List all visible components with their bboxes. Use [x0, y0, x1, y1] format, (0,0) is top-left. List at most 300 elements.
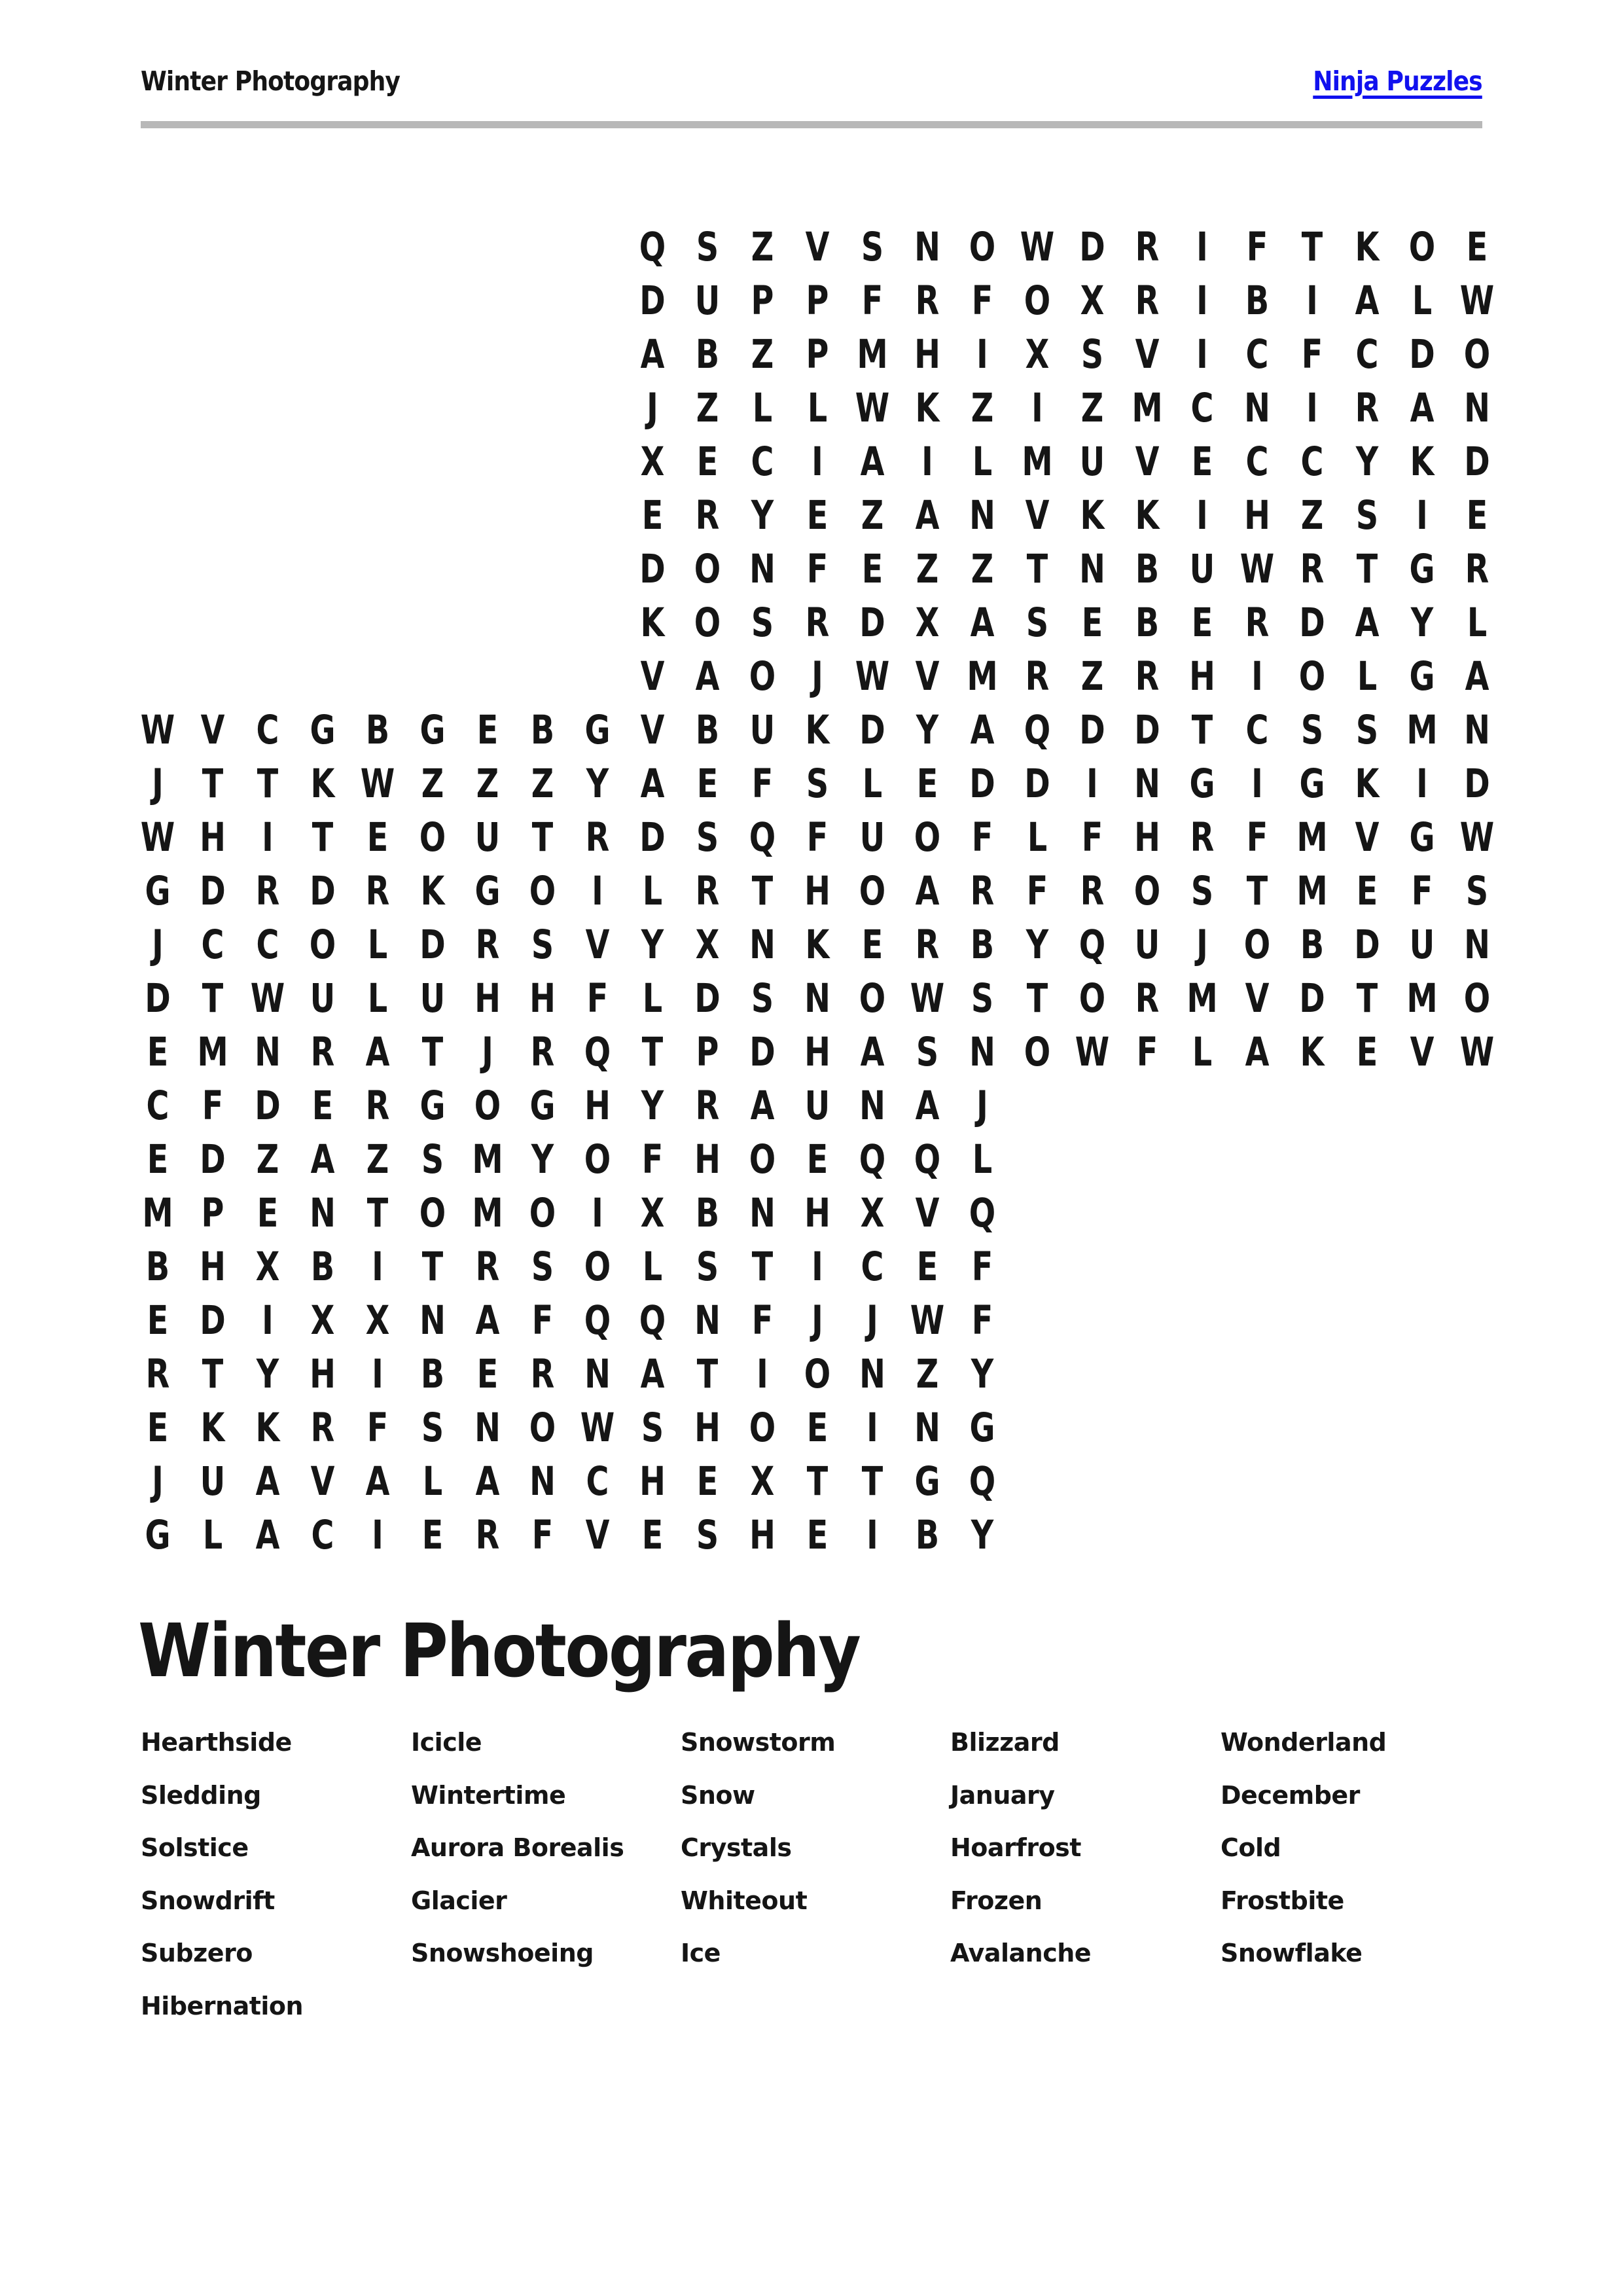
grid-cell: T	[1026, 975, 1048, 1022]
grid-cell: R	[915, 277, 940, 324]
grid-cell: A	[365, 1458, 390, 1505]
grid-cell: S	[696, 223, 719, 270]
grid-cell: V	[915, 1189, 940, 1236]
grid-cell: S	[1465, 867, 1489, 914]
grid-cell: X	[365, 1297, 390, 1344]
grid-cell: D	[1134, 706, 1160, 753]
grid-cell: A	[1355, 277, 1380, 324]
grid-cell-empty	[356, 542, 399, 596]
grid-cell-empty	[301, 488, 344, 542]
grid-cell: O	[694, 545, 721, 592]
grid-cell: T	[1356, 545, 1378, 592]
word-list-item: Hoarfrost	[950, 1833, 1081, 1863]
grid-cell-empty	[1291, 1132, 1334, 1186]
grid-cell: K	[1355, 760, 1380, 807]
grid-cell: T	[202, 760, 224, 807]
grid-cell: X	[695, 921, 720, 968]
grid-cell: L	[367, 921, 388, 968]
grid-cell: D	[200, 1136, 226, 1183]
grid-cell: C	[1245, 438, 1269, 485]
grid-cell: G	[145, 867, 171, 914]
grid-cell: A	[750, 1082, 775, 1129]
grid-cell: Y	[916, 706, 939, 753]
grid-cell: O	[859, 975, 886, 1022]
grid-cell: I	[1251, 760, 1263, 807]
grid-cell: D	[639, 814, 666, 861]
ninja-puzzles-link[interactable]: Ninja Puzzles	[1313, 65, 1482, 97]
grid-cell: H	[804, 1028, 830, 1075]
grid-cell-empty	[1236, 1347, 1279, 1401]
grid-cell: L	[1192, 1028, 1213, 1075]
grid-cell: D	[859, 706, 885, 753]
grid-cell-empty	[466, 596, 509, 649]
grid-cell-empty	[1126, 1079, 1169, 1132]
grid-cell-empty	[1291, 1079, 1334, 1132]
grid-cell-empty	[246, 327, 289, 381]
grid-cell: I	[262, 1297, 274, 1344]
grid-cell: R	[255, 867, 280, 914]
grid-cell: T	[312, 814, 334, 861]
grid-cell-empty	[1346, 1508, 1389, 1562]
grid-cell: T	[696, 1350, 719, 1397]
grid-cell-empty	[1455, 1454, 1499, 1508]
grid-cell: V	[1355, 814, 1380, 861]
grid-cell: Z	[421, 760, 444, 807]
grid-cell: I	[1306, 384, 1318, 431]
word-list-item: Aurora Borealis	[411, 1833, 624, 1863]
grid-cell: T	[531, 814, 554, 861]
grid-cell: E	[806, 1511, 829, 1558]
grid-cell-empty	[576, 542, 619, 596]
grid-cell: V	[640, 706, 665, 753]
grid-cell: O	[859, 867, 886, 914]
page-header-title: Winter Photography	[141, 65, 401, 97]
grid-cell-empty	[1126, 1508, 1169, 1562]
grid-cell-empty	[466, 327, 509, 381]
grid-cell: V	[585, 921, 610, 968]
grid-cell: E	[312, 1082, 334, 1129]
grid-cell: K	[1300, 1028, 1325, 1075]
grid-cell: O	[694, 599, 721, 646]
grid-cell: W	[1075, 1028, 1110, 1075]
grid-cell-empty	[1291, 1454, 1334, 1508]
grid-cell: I	[1086, 760, 1098, 807]
grid-cell: A	[475, 1297, 500, 1344]
grid-cell: L	[422, 1458, 443, 1505]
grid-cell: J	[647, 384, 658, 431]
grid-cell-empty	[576, 274, 619, 327]
grid-cell: F	[1301, 331, 1323, 378]
grid-cell: U	[1189, 545, 1215, 592]
grid-cell-empty	[1181, 1186, 1224, 1240]
grid-cell-empty	[1455, 1401, 1499, 1454]
grid-cell: A	[640, 1350, 665, 1397]
grid-cell: T	[806, 1458, 829, 1505]
grid-cell: Q	[1079, 921, 1106, 968]
grid-cell-empty	[1346, 1132, 1389, 1186]
grid-cell: K	[1135, 492, 1160, 539]
grid-cell: K	[255, 1404, 280, 1451]
grid-cell: W	[910, 975, 945, 1022]
grid-cell: S	[751, 975, 774, 1022]
grid-cell: E	[476, 1350, 499, 1397]
grid-cell-empty	[1071, 1401, 1114, 1454]
grid-cell-empty	[191, 435, 234, 488]
grid-cell-empty	[356, 274, 399, 327]
grid-cell-empty	[1346, 1240, 1389, 1293]
grid-cell-empty	[1236, 1293, 1279, 1347]
word-list-item: Frozen	[950, 1886, 1043, 1915]
grid-cell: B	[970, 921, 995, 968]
grid-cell: E	[806, 492, 829, 539]
grid-cell-empty	[576, 381, 619, 435]
grid-cell-empty	[1455, 1508, 1499, 1562]
grid-cell-empty	[301, 435, 344, 488]
grid-cell: M	[472, 1136, 503, 1183]
grid-cell: F	[1411, 867, 1433, 914]
grid-cell-empty	[1455, 1293, 1499, 1347]
grid-cell-empty	[356, 381, 399, 435]
grid-cell: J	[152, 921, 164, 968]
grid-cell: R	[915, 921, 940, 968]
grid-cell: D	[969, 760, 995, 807]
grid-cell: L	[642, 1243, 663, 1290]
grid-cell-empty	[1400, 1454, 1444, 1508]
grid-cell: T	[257, 760, 279, 807]
grid-cell: I	[812, 438, 823, 485]
grid-cell: E	[696, 760, 719, 807]
grid-cell-empty	[576, 596, 619, 649]
grid-cell-empty	[1236, 1454, 1279, 1508]
word-search-grid	[130, 220, 1505, 1562]
grid-cell: F	[1246, 814, 1268, 861]
grid-cell-empty	[1291, 1186, 1334, 1240]
grid-cell: C	[201, 921, 224, 968]
grid-cell: G	[1299, 760, 1325, 807]
grid-cell: W	[1459, 277, 1495, 324]
grid-cell: C	[1300, 438, 1324, 485]
grid-cell: I	[592, 867, 603, 914]
grid-cell: K	[640, 599, 665, 646]
grid-cell: I	[372, 1243, 383, 1290]
grid-cell-empty	[1071, 1132, 1114, 1186]
grid-cell-empty	[411, 435, 454, 488]
grid-cell: I	[592, 1189, 603, 1236]
grid-cell: G	[474, 867, 501, 914]
grid-cell-empty	[191, 381, 234, 435]
grid-cell-empty	[411, 220, 454, 274]
grid-cell: G	[419, 1082, 446, 1129]
grid-cell: K	[805, 921, 830, 968]
grid-cell: E	[1466, 492, 1488, 539]
grid-cell: F	[861, 277, 883, 324]
grid-cell: L	[972, 1136, 993, 1183]
grid-cell-empty	[136, 220, 179, 274]
grid-cell-empty	[356, 327, 399, 381]
grid-cell: C	[1245, 706, 1269, 753]
grid-cell: I	[812, 1243, 823, 1290]
grid-cell: W	[1459, 814, 1495, 861]
grid-cell-empty	[1071, 1508, 1114, 1562]
word-list-item: Snowshoeing	[411, 1939, 594, 1968]
grid-cell-empty	[246, 220, 289, 274]
grid-cell-empty	[1346, 1079, 1389, 1132]
grid-cell: N	[914, 1404, 940, 1451]
grid-cell: Q	[859, 1136, 886, 1183]
grid-cell-empty	[521, 220, 564, 274]
grid-cell: P	[201, 1189, 224, 1236]
grid-cell: A	[695, 653, 720, 700]
grid-cell-empty	[136, 488, 179, 542]
word-list-item: Glacier	[411, 1886, 507, 1915]
grid-cell-empty	[1236, 1079, 1279, 1132]
word-list-column-3	[681, 1716, 946, 1980]
grid-cell: E	[366, 814, 389, 861]
grid-cell: J	[812, 1297, 823, 1344]
grid-cell: V	[805, 223, 830, 270]
grid-cell: K	[420, 867, 445, 914]
grid-cell: Y	[1410, 599, 1434, 646]
grid-cell: D	[1299, 975, 1325, 1022]
grid-cell: G	[1409, 653, 1435, 700]
grid-cell: C	[311, 1511, 334, 1558]
grid-cell: O	[419, 814, 446, 861]
grid-cell: X	[1080, 277, 1105, 324]
grid-cell-empty	[1400, 1079, 1444, 1132]
grid-cell: V	[640, 653, 665, 700]
grid-cell: X	[915, 599, 940, 646]
grid-cell: Y	[531, 1136, 554, 1183]
grid-cell: R	[970, 867, 995, 914]
grid-cell: H	[200, 1243, 226, 1290]
grid-cell: J	[812, 653, 823, 700]
grid-cell: O	[804, 1350, 831, 1397]
grid-cell: O	[1298, 653, 1326, 700]
word-list-item: Hibernation	[141, 1991, 304, 2020]
grid-cell: S	[861, 223, 884, 270]
grid-cell: N	[529, 1458, 556, 1505]
grid-cell-empty	[521, 649, 564, 703]
word-list-item: Subzero	[141, 1939, 253, 1968]
grid-cell: D	[694, 975, 721, 1022]
grid-cell: D	[859, 599, 885, 646]
grid-cell-empty	[411, 488, 454, 542]
grid-cell: Z	[1080, 384, 1104, 431]
grid-cell: E	[641, 1511, 664, 1558]
grid-cell: G	[914, 1458, 940, 1505]
grid-cell: T	[1191, 706, 1213, 753]
word-list-column-1	[141, 1716, 406, 2032]
grid-cell: A	[860, 438, 885, 485]
grid-cell: B	[695, 331, 720, 378]
grid-cell: S	[971, 975, 994, 1022]
grid-cell: Y	[641, 921, 664, 968]
grid-cell: I	[921, 438, 933, 485]
grid-cell-empty	[191, 649, 234, 703]
grid-cell: N	[749, 545, 776, 592]
grid-cell: A	[915, 867, 940, 914]
grid-cell: A	[640, 331, 665, 378]
grid-cell-empty	[1016, 1240, 1059, 1293]
grid-cell-empty	[356, 488, 399, 542]
grid-cell: L	[1027, 814, 1048, 861]
grid-cell-empty	[1071, 1240, 1114, 1293]
grid-cell: J	[866, 1297, 878, 1344]
grid-cell: Z	[696, 384, 719, 431]
grid-cell: C	[1355, 331, 1379, 378]
grid-cell: A	[1355, 599, 1380, 646]
grid-cell: C	[1190, 384, 1214, 431]
grid-cell: T	[1301, 223, 1323, 270]
grid-cell: R	[310, 1404, 335, 1451]
grid-cell: B	[1245, 277, 1270, 324]
grid-cell: M	[142, 1189, 173, 1236]
grid-cell: D	[1354, 921, 1380, 968]
grid-cell: D	[310, 867, 336, 914]
grid-cell: A	[915, 1082, 940, 1129]
grid-cell-empty	[1016, 1132, 1059, 1186]
grid-cell: X	[1025, 331, 1050, 378]
grid-cell: L	[642, 867, 663, 914]
grid-cell: R	[365, 1082, 390, 1129]
grid-cell-empty	[1016, 1079, 1059, 1132]
grid-cell: D	[200, 867, 226, 914]
grid-cell: R	[1080, 867, 1105, 914]
grid-cell: F	[1026, 867, 1048, 914]
grid-cell-empty	[246, 435, 289, 488]
grid-cell: F	[586, 975, 609, 1022]
grid-cell: R	[1245, 599, 1270, 646]
grid-cell: L	[1357, 653, 1378, 700]
grid-cell: W	[360, 760, 395, 807]
grid-cell: M	[1296, 814, 1328, 861]
grid-cell: E	[147, 1404, 169, 1451]
grid-cell: U	[694, 277, 721, 324]
grid-cell: I	[1031, 384, 1043, 431]
grid-cell: Z	[366, 1136, 389, 1183]
grid-cell: W	[1459, 1028, 1495, 1075]
grid-cell: N	[419, 1297, 446, 1344]
grid-cell: R	[805, 599, 830, 646]
grid-cell-empty	[1181, 1240, 1224, 1293]
grid-cell: T	[751, 867, 774, 914]
grid-cell: X	[640, 438, 665, 485]
grid-cell: K	[915, 384, 940, 431]
grid-cell: F	[202, 1082, 224, 1129]
grid-cell: U	[1409, 921, 1435, 968]
grid-cell: V	[1410, 1028, 1435, 1075]
grid-cell: D	[1299, 599, 1325, 646]
grid-cell-empty	[136, 649, 179, 703]
grid-cell: Y	[641, 1082, 664, 1129]
grid-cell: H	[804, 1189, 830, 1236]
grid-cell: I	[1251, 653, 1263, 700]
grid-cell-empty	[301, 274, 344, 327]
grid-cell-empty	[1455, 1132, 1499, 1186]
grid-cell: B	[695, 1189, 720, 1236]
grid-cell: G	[969, 1404, 995, 1451]
grid-cell: B	[365, 706, 390, 753]
grid-cell: R	[695, 867, 720, 914]
grid-cell: S	[1355, 706, 1379, 753]
grid-cell: Z	[916, 1350, 939, 1397]
grid-cell: N	[1464, 921, 1490, 968]
grid-cell: W	[855, 384, 890, 431]
grid-cell: L	[642, 975, 663, 1022]
grid-cell: N	[474, 1404, 501, 1451]
grid-cell: W	[1240, 545, 1275, 592]
grid-cell: O	[1243, 921, 1271, 968]
grid-cell-empty	[1236, 1132, 1279, 1186]
grid-cell: N	[1464, 706, 1490, 753]
grid-cell-empty	[1400, 1132, 1444, 1186]
grid-cell: O	[749, 1136, 776, 1183]
grid-cell: O	[749, 1404, 776, 1451]
grid-cell: I	[1196, 277, 1208, 324]
grid-cell: E	[916, 760, 938, 807]
grid-cell: Y	[256, 1350, 279, 1397]
grid-cell: Y	[971, 1511, 994, 1558]
grid-cell: G	[145, 1511, 171, 1558]
grid-cell: Z	[1300, 492, 1324, 539]
grid-cell: O	[584, 1243, 611, 1290]
grid-cell: E	[421, 1511, 444, 1558]
word-list	[141, 1716, 1495, 2063]
grid-cell-empty	[356, 649, 399, 703]
grid-cell-empty	[1400, 1293, 1444, 1347]
grid-cell-empty	[521, 435, 564, 488]
grid-cell: R	[1190, 814, 1215, 861]
grid-cell: Z	[476, 760, 499, 807]
grid-cell: Z	[861, 492, 884, 539]
grid-cell: Q	[639, 223, 666, 270]
grid-cell: D	[200, 1297, 226, 1344]
grid-cell: T	[366, 1189, 389, 1236]
grid-cell: B	[1300, 921, 1325, 968]
grid-cell: N	[310, 1189, 336, 1236]
grid-cell: E	[147, 1136, 169, 1183]
grid-cell: G	[419, 706, 446, 753]
grid-cell: Q	[584, 1297, 611, 1344]
word-list-item: Wonderland	[1221, 1728, 1387, 1757]
word-list-item: Blizzard	[950, 1728, 1060, 1757]
grid-cell: D	[255, 1082, 281, 1129]
grid-cell: F	[1081, 814, 1103, 861]
grid-cell: V	[200, 706, 225, 753]
grid-cell: G	[529, 1082, 556, 1129]
grid-cell-empty	[466, 274, 509, 327]
grid-cell: Q	[639, 1297, 666, 1344]
grid-cell: L	[752, 384, 773, 431]
grid-cell-empty	[356, 220, 399, 274]
grid-cell: E	[916, 1243, 938, 1290]
grid-cell: G	[1409, 545, 1435, 592]
grid-cell: D	[419, 921, 446, 968]
grid-cell: T	[1026, 545, 1048, 592]
grid-cell: I	[1196, 331, 1208, 378]
grid-cell-empty	[1291, 1347, 1334, 1401]
grid-cell-empty	[1181, 1293, 1224, 1347]
grid-cell: C	[751, 438, 774, 485]
grid-cell-empty	[521, 327, 564, 381]
grid-cell-empty	[1126, 1347, 1169, 1401]
grid-cell: E	[696, 438, 719, 485]
grid-cell: Q	[584, 1028, 611, 1075]
grid-cell: E	[806, 1404, 829, 1451]
grid-cell-empty	[411, 649, 454, 703]
grid-cell-empty	[1126, 1454, 1169, 1508]
grid-cell: E	[1356, 867, 1378, 914]
